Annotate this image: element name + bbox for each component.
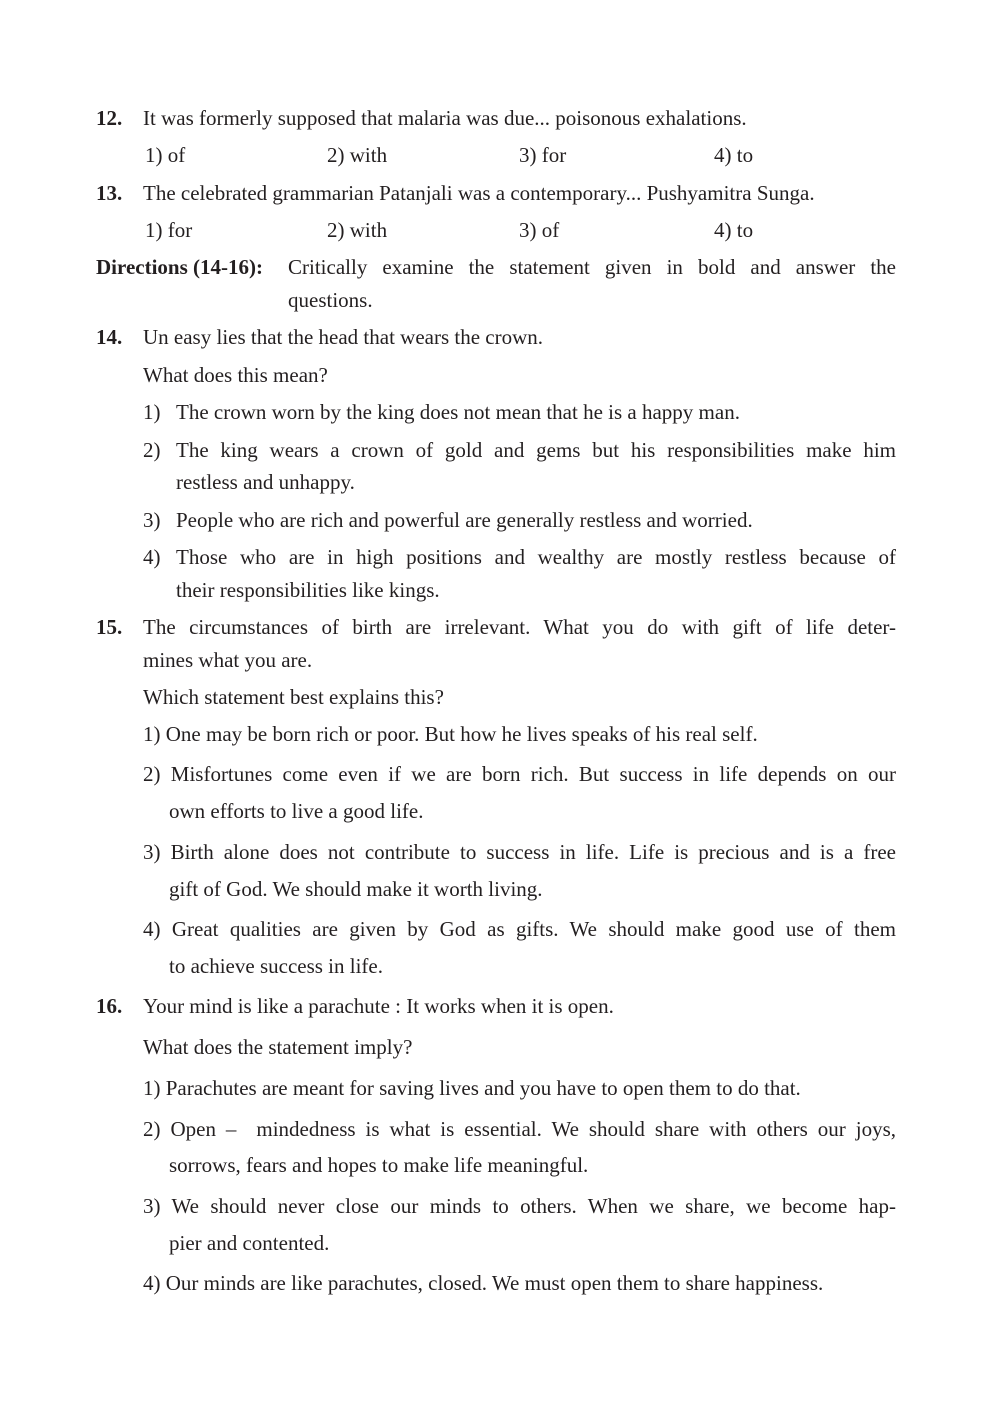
option-text: restless and unhappy.: [176, 470, 355, 494]
option-text: 2) Misfortunes come even if we are born rich. But success in life depends on our: [143, 762, 896, 786]
question-text: It was formerly supposed that malaria was due... poisonous exhalations.: [143, 106, 747, 130]
question-prompt: What does the statement imply?: [143, 1035, 413, 1059]
option: 3) for: [519, 143, 567, 167]
directions-text: Critically examine the statement given in bold and answer the: [288, 255, 896, 279]
option-label: 2): [143, 438, 161, 462]
option-text: The king wears a crown of gold and gems but his responsibilities make him: [176, 438, 896, 462]
option: 1) for: [145, 218, 193, 242]
directions-text: questions.: [288, 288, 373, 312]
option: 3) of: [519, 218, 560, 242]
option-text: 4) Our minds are like parachutes, closed. We must open them to share happiness.: [143, 1271, 824, 1295]
option: 2) with: [327, 143, 388, 167]
option: 1) of: [145, 143, 186, 167]
option-text: to achieve success in life.: [169, 954, 383, 978]
option-label: 4): [143, 545, 161, 569]
option-text: sorrows, fears and hopes to make life meaningful.: [169, 1153, 589, 1177]
option-label: 3): [143, 508, 161, 532]
option-text: own efforts to live a good life.: [169, 799, 424, 823]
option-label: 1): [143, 400, 161, 424]
option-text: 3) Birth alone does not contribute to success in life. Life is precious and is a free: [143, 840, 896, 864]
option: 4) to: [714, 218, 754, 242]
question-number: 16.: [96, 994, 123, 1018]
question-prompt: What does this mean?: [143, 363, 328, 387]
option-text: People who are rich and powerful are generally restless and worried.: [176, 508, 753, 532]
question-prompt: Which statement best explains this?: [143, 685, 444, 709]
option-text: 2) Open – mindedness is what is essential. We should share with others our joys,: [143, 1117, 896, 1141]
option-text: The crown worn by the king does not mean that he is a happy man.: [176, 400, 740, 424]
question-number: 15.: [96, 615, 123, 639]
question-text: The celebrated grammarian Patanjali was a contemporary... Pushyamitra Sunga.: [143, 181, 815, 205]
question-number: 14.: [96, 325, 123, 349]
option: 4) to: [714, 143, 754, 167]
option-text: pier and contented.: [169, 1231, 330, 1255]
option-text: 1) Parachutes are meant for saving lives and you have to open them to do that.: [143, 1076, 801, 1100]
option-text: 1) One may be born rich or poor. But how he lives speaks of his real self.: [143, 722, 758, 746]
question-text: Your mind is like a parachute : It works when it is open.: [143, 994, 614, 1018]
question-text: mines what you are.: [143, 648, 313, 672]
question-number: 12.: [96, 106, 123, 130]
option-text: 4) Great qualities are given by God as gifts. We should make good use of them: [143, 917, 896, 941]
option-text: 3) We should never close our minds to others. When we share, we become hap-: [143, 1194, 896, 1218]
question-number: 13.: [96, 181, 123, 205]
option: 2) with: [327, 218, 388, 242]
option-text: gift of God. We should make it worth living.: [169, 877, 543, 901]
option-text: their responsibilities like kings.: [176, 578, 440, 602]
directions-label: Directions (14-16):: [96, 255, 263, 279]
option-text: Those who are in high positions and wealthy are mostly restless because of: [176, 545, 896, 569]
question-text: Un easy lies that the head that wears the crown.: [143, 325, 544, 349]
question-text: The circumstances of birth are irrelevant. What you do with gift of life deter-: [143, 615, 896, 639]
